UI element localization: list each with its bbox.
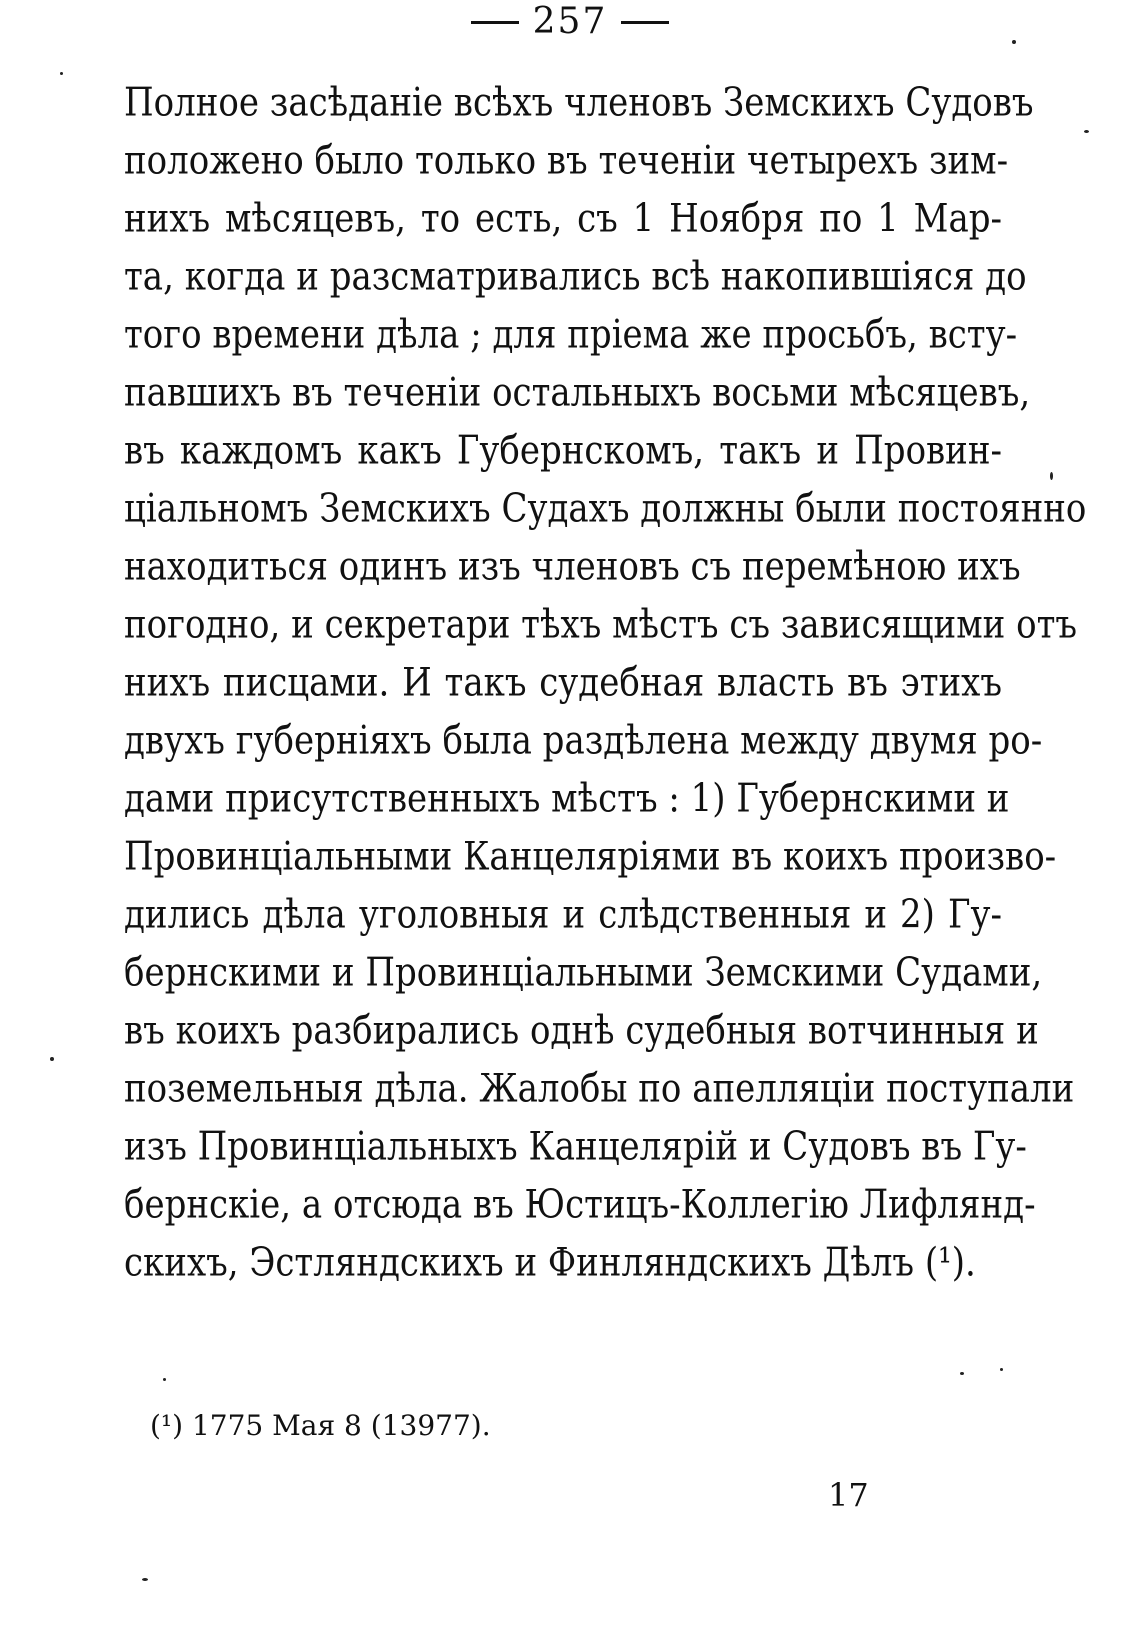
scan-speck xyxy=(163,1378,166,1381)
text-line: нихъ мѣсяцевъ, то есть, съ 1 Ноября по 1 Мар- xyxy=(124,196,1002,242)
scan-speck xyxy=(1050,472,1053,480)
text-line: того времени дѣла ; для пріема же просьбъ, всту- xyxy=(124,312,1018,358)
text-line: Провинціальными Канцеляріями въ коихъ произво- xyxy=(124,834,1057,880)
text-line: ціальномъ Земскихъ Судахъ должны были постоянно xyxy=(124,486,1087,532)
text-line: нихъ писцами. И такъ судебная власть въ этихъ xyxy=(124,660,1002,706)
text-line: та, когда и разсматривались всѣ накопившіяся до xyxy=(124,254,1027,300)
scan-speck xyxy=(50,1057,54,1061)
text-line: изъ Провинціальныхъ Канцелярій и Судовъ въ Гу- xyxy=(124,1124,1027,1170)
text-line: бернскими и Провинціальными Земскими Судами, xyxy=(124,950,1043,996)
text-line: дились дѣла уголовныя и слѣдственныя и 2) Гу- xyxy=(124,892,1002,938)
text-line: поземельныя дѣла. Жалобы по апелляціи поступали xyxy=(124,1066,1075,1112)
text-line: въ коихъ разбирались однѣ судебныя вотчинныя и xyxy=(124,1008,1039,1054)
signature-mark: 17 xyxy=(828,1476,869,1514)
header-dash-right xyxy=(621,21,669,24)
footnote: (¹) 1775 Мая 8 (13977). xyxy=(150,1409,491,1442)
running-head xyxy=(0,0,1140,44)
text-line: находиться одинъ изъ членовъ съ перемѣною ихъ xyxy=(124,544,1021,590)
text-line: въ каждомъ какъ Губернскомъ, такъ и Провин- xyxy=(124,428,1002,474)
scan-speck xyxy=(1012,40,1016,44)
text-line: положено было только въ теченіи четырехъ зим- xyxy=(124,138,1009,184)
header-dash-left xyxy=(471,21,519,24)
page-number: 257 xyxy=(532,1,608,42)
text-line: Полное засѣданіе всѣхъ членовъ Земскихъ Судовъ xyxy=(124,80,1034,126)
text-line: скихъ, Эстляндскихъ и Финляндскихъ Дѣлъ (¹). xyxy=(124,1240,976,1286)
text-line: дами присутственныхъ мѣстъ : 1) Губернскими и xyxy=(124,776,1010,822)
body-text xyxy=(124,74,1087,1292)
scan-speck xyxy=(1000,1368,1003,1371)
text-line: погодно, и секретари тѣхъ мѣстъ съ зависящими отъ xyxy=(124,602,1078,648)
scan-speck xyxy=(960,1372,964,1375)
text-line: павшихъ въ теченіи остальныхъ восьми мѣсяцевъ, xyxy=(124,370,1031,416)
scan-speck xyxy=(1084,130,1089,133)
text-line: двухъ губерніяхъ была раздѣлена между двумя ро- xyxy=(124,718,1043,764)
scan-speck xyxy=(142,1578,148,1581)
text-line: бернскіе, а отсюда въ Юстицъ-Коллегію Лифлянд- xyxy=(124,1182,1036,1228)
scan-speck xyxy=(60,72,63,75)
